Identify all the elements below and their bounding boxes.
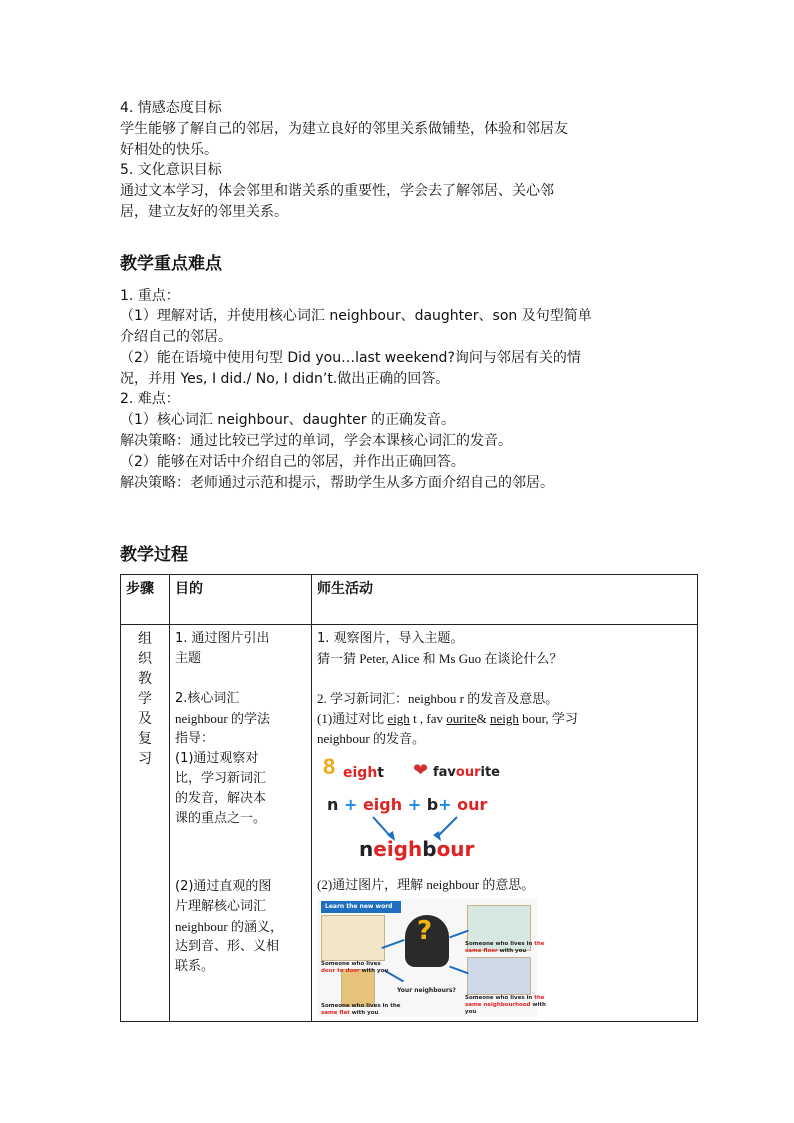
- step-char: 教: [138, 671, 152, 687]
- phonics-equation: n + eigh + b+ our: [327, 795, 488, 814]
- step-char: 习: [138, 751, 152, 767]
- keypoints-line: 解决策略：通过比较已学过的单词，学会本课核心词汇的发音。: [120, 433, 512, 449]
- neighbourhood-picture: [467, 957, 531, 995]
- arrow-right-icon: [437, 817, 457, 837]
- section4-text-line1: 学生能够了解自己的邻居，为建立良好的邻里关系做铺垫，体验和邻居友: [120, 121, 568, 137]
- keypoints-line: 况，并用 Yes, I did./ No, I didn’t.做出正确的回答。: [120, 371, 450, 387]
- goal-line: 比，学习新词汇: [175, 771, 267, 786]
- activity-line: neighbour 的发音。: [317, 731, 425, 746]
- goal-line: 2.核心词汇: [175, 691, 240, 706]
- activity-line: 2. 学习新词汇：neighbou r 的发音及意思。: [317, 691, 559, 706]
- keypoints-line: 2. 难点：: [120, 391, 180, 407]
- step-cell: [121, 625, 170, 1022]
- goal-cell: [170, 625, 312, 1022]
- keypoints-line: 1. 重点：: [120, 288, 180, 304]
- keypoints-line: 介绍自己的邻居。: [120, 329, 232, 345]
- goal-line: 达到音、形、义相: [175, 939, 280, 954]
- panel-center-caption: Your neighbours?: [397, 987, 456, 994]
- step-char: 复: [138, 731, 152, 747]
- goal-line: 1. 通过图片引出: [175, 631, 270, 646]
- caption-floor: Someone who lives in the same floor with you: [465, 941, 545, 954]
- caption-flat: Someone who lives in the same flat with you: [321, 1003, 401, 1016]
- activity-line: (1)通过对比 eigh t , fav ourite& neigh bour, 学习: [317, 711, 578, 726]
- step-char: 组: [138, 631, 152, 647]
- arrow-icon: [449, 966, 468, 975]
- door-picture: [321, 915, 385, 961]
- goal-line: (1)通过观察对: [175, 751, 259, 766]
- keypoints-line: （1）核心词汇 neighbour、daughter 的正确发音。: [120, 412, 455, 428]
- activity-line: 猜一猜 Peter, Alice 和 Ms Guo 在谈论什么？: [317, 651, 563, 666]
- table-header-row: [121, 575, 698, 625]
- step-char: 学: [138, 691, 152, 707]
- goal-line: (2)通过直观的图: [175, 879, 272, 894]
- goal-line: 的发音，解决本: [175, 791, 267, 806]
- step-char: 及: [138, 711, 152, 727]
- eight-digit-icon: 8: [323, 754, 336, 779]
- section5-text-line2: 居，建立友好的邻里关系。: [120, 204, 288, 220]
- keypoints-line: 解决策略：老师通过示范和提示，帮助学生从多方面介绍自己的邻居。: [120, 475, 554, 491]
- arrow-left-icon: [373, 817, 391, 837]
- goal-line: 联系。: [175, 959, 215, 974]
- word-neighbour: neighbour: [359, 837, 475, 861]
- section4-text-line2: 好相处的快乐。: [120, 142, 218, 158]
- keypoints-line: （1）理解对话，并使用核心词汇 neighbour、daughter、son 及句型简单: [120, 308, 592, 324]
- heart-icon: ❤: [413, 760, 429, 781]
- word-eight: eight: [343, 765, 384, 781]
- table-row: [121, 625, 698, 1022]
- caption-neighbourhood: Someone who lives in the same neighbourhood with you: [465, 995, 546, 1015]
- panel-banner: Learn the new word: [321, 901, 401, 913]
- keypoints-line: （2）能在语境中使用句型 Did you…last weekend?询问与邻居有关的情: [120, 350, 581, 366]
- goal-line: neighbour 的涵义，: [175, 919, 283, 934]
- header-activity: 师生活动: [312, 575, 698, 625]
- goal-line: 课的重点之一。: [175, 811, 267, 826]
- header-step: 步骤: [121, 575, 170, 625]
- section4-title: 4. 情感态度目标: [120, 100, 222, 116]
- goal-line: 主题: [175, 651, 202, 666]
- activity-cell: [312, 625, 698, 1022]
- question-mark-icon: ?: [417, 916, 433, 946]
- arrow-icon: [449, 930, 468, 939]
- phonics-diagram: [317, 755, 517, 873]
- activity-line: (2)通过图片，理解 neighbour 的意思。: [317, 877, 535, 892]
- goal-line: 指导：: [175, 731, 215, 746]
- step-char: 织: [138, 651, 152, 667]
- goal-line: 片理解核心词汇: [175, 899, 267, 914]
- activity-line: 1. 观察图片，导入主题。: [317, 631, 464, 646]
- goal-line: neighbour 的学法: [175, 711, 270, 726]
- section5-text-line1: 通过文本学习，体会邻里和谐关系的重要性，学会去了解邻居、关心邻: [120, 183, 554, 199]
- section5-title: 5. 文化意识目标: [120, 162, 222, 178]
- keypoints-heading: 教学重点难点: [120, 254, 222, 274]
- caption-door: Someone who lives door to door with you: [321, 961, 389, 974]
- keypoints-line: （2）能够在对话中介绍自己的邻居，并作出正确回答。: [120, 454, 465, 470]
- word-favourite: favourite: [433, 765, 501, 780]
- header-goal: 目的: [170, 575, 312, 625]
- process-table: [120, 574, 698, 1022]
- neighbour-picture-panel: [317, 899, 546, 1017]
- process-heading: 教学过程: [120, 545, 188, 565]
